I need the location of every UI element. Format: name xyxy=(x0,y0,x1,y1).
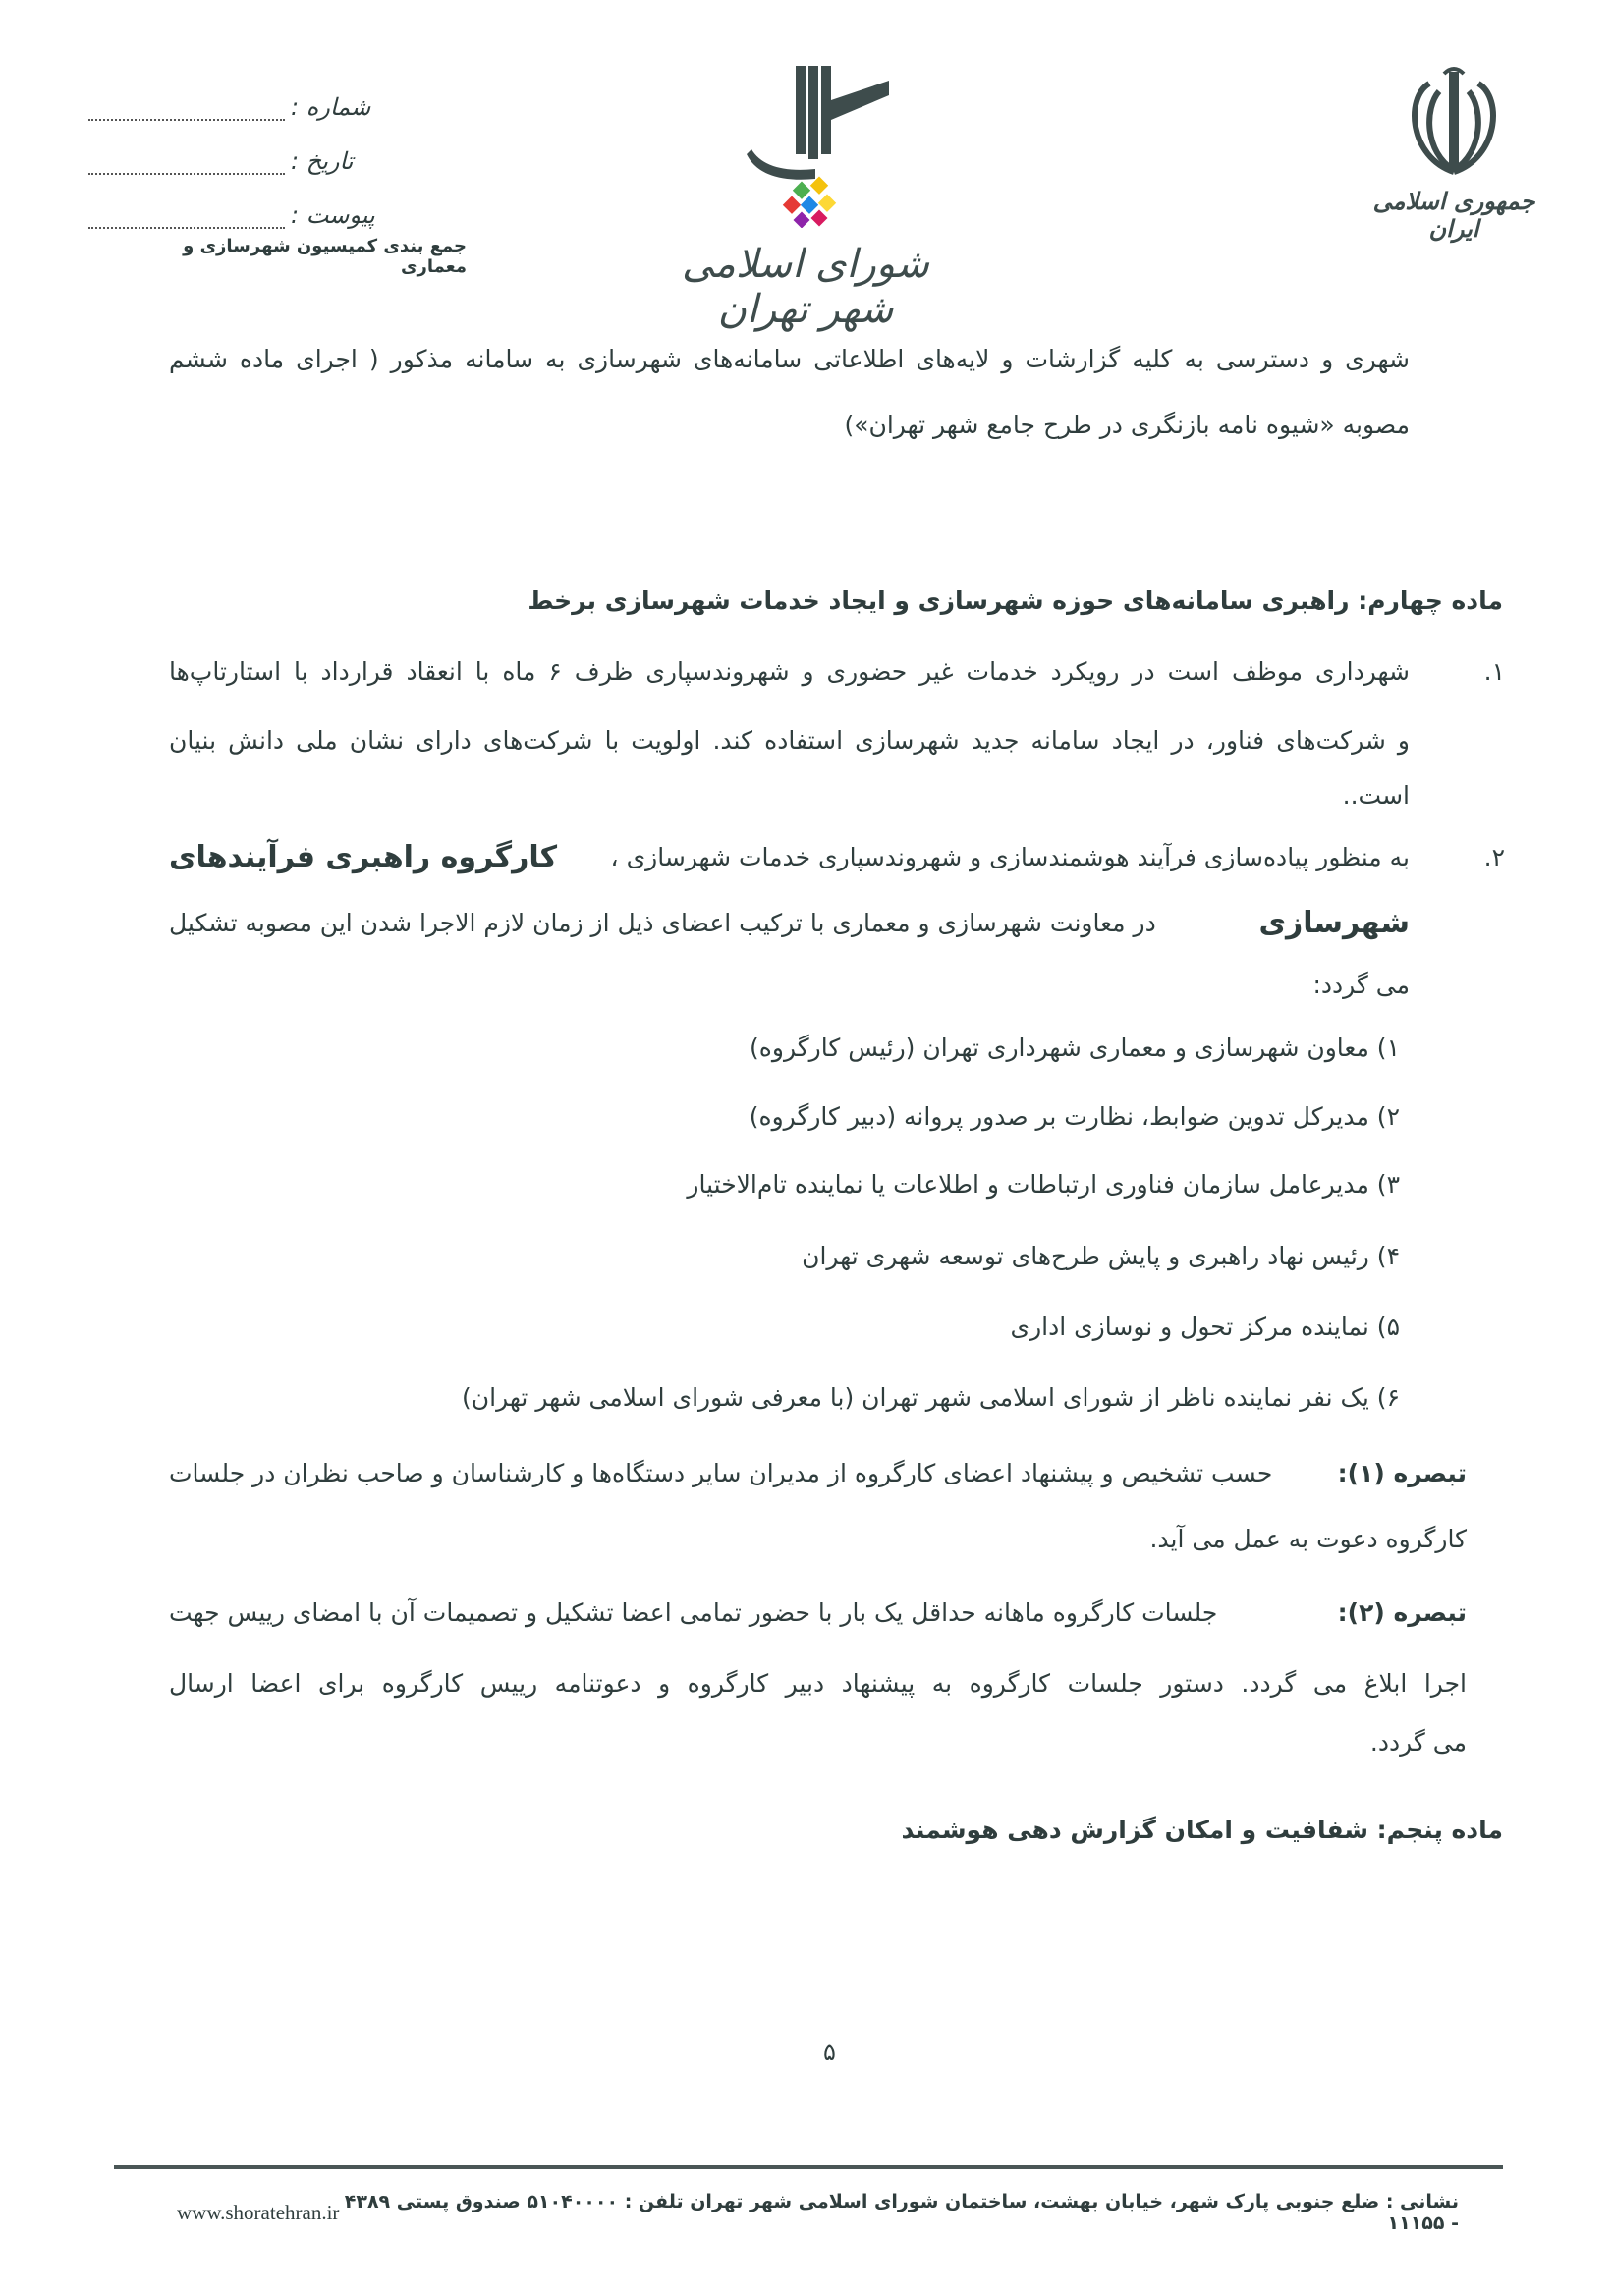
footer-divider xyxy=(114,2165,1503,2169)
note2-line-2: اجرا ابلاغ می گردد. دستور جلسات کارگروه به پیشنهاد دبیر کارگروه و دعوتنامه رییس کارگروه برای اعضا ارسال xyxy=(169,1669,1467,1698)
item2-number: ۲. xyxy=(1483,843,1505,871)
intro-line-2: مصوبه «شیوه نامه بازنگری در طرح جامع شهر تهران») xyxy=(844,411,1410,439)
note2-text: جلسات کارگروه ماهانه حداقل یک بار با حضور تمامی اعضا تشکیل و تصمیمات آن با امضای رییس جهت xyxy=(169,1598,1218,1627)
item2-line-3: می گردد: xyxy=(1312,971,1410,999)
item2-line1-text: به منظور پیاده‌سازی فرآیند هوشمندسازی و شهروندسپاری خدمات شهرسازی ، xyxy=(610,843,1410,871)
member-5: ۵) نماینده مرکز تحول و نوسازی اداری xyxy=(1010,1313,1400,1341)
note1-line-1 xyxy=(169,1454,1467,1493)
item1-number: ۱. xyxy=(1483,657,1505,686)
note1-label: تبصره (۱): xyxy=(1337,1459,1467,1487)
item1-line-3: است.. xyxy=(1342,781,1410,810)
emblem-icon xyxy=(1370,64,1537,182)
council-logo-icon xyxy=(648,61,963,228)
date-field xyxy=(88,147,353,175)
attachment-dotted-line xyxy=(88,209,285,229)
number-field xyxy=(88,93,370,121)
date-dotted-line xyxy=(88,155,285,175)
item1-line-2: و شرکت‌های فناور، در ایجاد سامانه جدید شهرسازی استفاده کند. اولویت با شرکت‌های دارای نشان ملی دانش بنیان xyxy=(169,726,1410,755)
item2-line1-bold: کارگروه راهبری فرآیندهای xyxy=(169,840,558,874)
note2-label: تبصره (۲): xyxy=(1337,1598,1467,1627)
number-label: شماره : xyxy=(291,93,371,121)
item1-line-1: شهرداری موظف است در رویکرد خدمات غیر حضوری و شهروندسپاری ظرف ۶ ماه با انعقاد قرارداد با استارتاپ‌ها xyxy=(169,657,1410,686)
article5-heading: ماده پنجم: شفافیت و امکان گزارش دهی هوشمند xyxy=(901,1816,1503,1844)
member-4: ۴) رئیس نهاد راهبری و پایش طرح‌های توسعه شهری تهران xyxy=(802,1242,1400,1270)
member-1: ۱) معاون شهرسازی و معماری شهرداری تهران (رئیس کارگروه) xyxy=(750,1034,1400,1062)
note1-text: حسب تشخیص و پیشنهاد اعضای کارگروه از مدیران سایر دستگاه‌ها و کارشناسان و صاحب نظران در جلسات xyxy=(169,1459,1273,1487)
attachment-label: پیوست : xyxy=(291,201,375,229)
number-dotted-line xyxy=(88,101,285,121)
note2-line-1 xyxy=(169,1594,1467,1633)
note2-line-3: می گردد. xyxy=(1369,1728,1467,1757)
member-3: ۳) مدیرعامل سازمان فناوری ارتباطات و اطلاعات یا نماینده تام‌الاختیار xyxy=(687,1170,1400,1199)
attachment-field xyxy=(88,201,375,229)
item2-line2-text: در معاونت شهرسازی و معماری با ترکیب اعضای ذیل از زمان لازم الاجرا شدن این مصوبه تشکیل xyxy=(169,909,1156,937)
footer xyxy=(177,2191,1459,2234)
item2-line2-bold: شهرسازی xyxy=(1258,906,1410,940)
member-6: ۶) یک نفر نماینده ناظر از شورای اسلامی شهر تهران (با معرفی شورای اسلامی شهر تهران) xyxy=(462,1383,1400,1412)
member-2: ۲) مدیرکل تدوین ضوابط، نظارت بر صدور پروانه (دبیر کارگروه) xyxy=(749,1102,1400,1131)
date-label: تاریخ : xyxy=(291,147,354,175)
iran-emblem xyxy=(1370,64,1537,243)
article4-heading: ماده چهارم: راهبری سامانه‌های حوزه شهرسازی و ایجاد خدمات شهرسازی برخط xyxy=(528,587,1503,615)
item2-line-1 xyxy=(169,838,1410,877)
page-number: ۵ xyxy=(823,2039,836,2066)
footer-website[interactable]: www.shoratehran.ir xyxy=(177,2200,340,2224)
council-logo xyxy=(648,61,963,332)
emblem-caption: جمهوری اسلامی ایران xyxy=(1372,188,1535,243)
commission-label: جمع بندی کمیسیون شهرسازی و معماری xyxy=(183,236,467,277)
note1-line-2: کارگروه دعوت به عمل می آید. xyxy=(1149,1525,1467,1553)
council-logo-text: شورای اسلامی شهر تهران xyxy=(682,242,929,332)
item2-line-2 xyxy=(169,904,1410,943)
footer-address: نشانی : ضلع جنوبی پارک شهر، خیابان بهشت، ساختمان شورای اسلامی شهر تهران تلفن : ۵۱۰۴۰۰۰۰ صندوق پستی ۴۳۸۹ - ۱۱۱۵۵ xyxy=(344,2191,1459,2234)
intro-line-1: شهری و دسترسی به کلیه گزارشات و لایه‌های اطلاعاتی سامانه‌های شهرسازی به سامانه مذکور ( اجرای ماده ششم xyxy=(169,345,1410,373)
